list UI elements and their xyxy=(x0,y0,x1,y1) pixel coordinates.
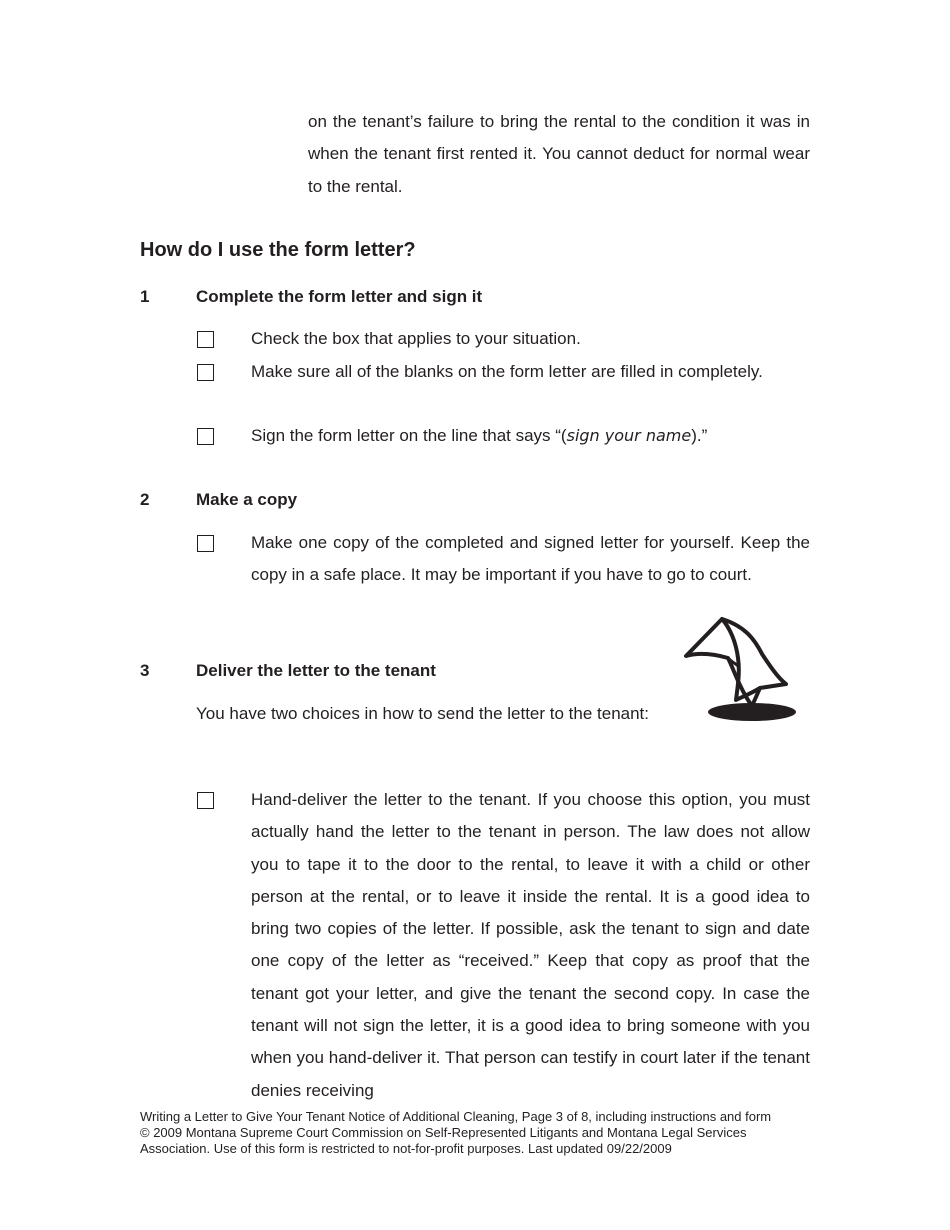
step-3-number: 3 xyxy=(140,661,150,680)
checkbox-icon[interactable] xyxy=(197,535,214,552)
checkbox-icon[interactable] xyxy=(197,364,214,381)
sign-instruction-after: ).” xyxy=(691,426,708,445)
step-1-item-2: Make sure all of the blanks on the form letter are filled in completely. xyxy=(251,362,763,381)
sign-instruction-before: Sign the form letter on the line that says “( xyxy=(251,426,567,445)
checkbox-icon[interactable] xyxy=(197,331,214,348)
checkbox-icon[interactable] xyxy=(197,792,214,809)
step-1-title: Complete the form letter and sign it xyxy=(196,287,483,306)
step-3-item-1: Hand-deliver the letter to the tenant. If you choose this option, you must actually hand the letter to the tenant in person. The law does not allow you to tape it to the door to the rental, to leave it with a child or other person at the rental, or to leave it inside the rental. It is a good idea to bring two copies of the letter. If possible, ask the tenant to sign and date one copy of the letter as “received.” Keep that copy as proof that the tenant got your letter, and give the tenant the second copy. In case the tenant will not sign the letter, it is a good idea to bring someone with you when you hand-deliver it. That person can testify in court later if the tenant denies receiving xyxy=(251,790,810,1100)
section-heading: How do I use the form letter? xyxy=(140,239,416,261)
intro-paragraph: on the tenant’s failure to bring the rental to the condition it was in when the tenant first rented it. You cannot deduct for normal wear to the rental. xyxy=(308,112,810,196)
step-2-title: Make a copy xyxy=(196,490,298,509)
checkbox-icon[interactable] xyxy=(197,428,214,445)
step-2-item-1: Make one copy of the completed and signed letter for yourself. Keep the copy in a safe place. It may be important if you have to go to court. xyxy=(251,533,810,585)
step-1-item-3 xyxy=(251,420,810,452)
step-1-number: 1 xyxy=(140,287,150,306)
letter-delivery-icon xyxy=(682,614,800,726)
step-1-item-1: Check the box that applies to your situation. xyxy=(251,329,581,348)
sign-your-name-emphasis: sign your name xyxy=(566,426,692,445)
footer-copyright: © 2009 Montana Supreme Court Commission on Self-Represented Litigants and Montana Legal Services Association. Use of this form is restricted to not-for-profit purposes. Last updated 09/22/2009 xyxy=(140,1125,747,1156)
delivery-choices-intro: You have two choices in how to send the letter to the tenant: xyxy=(196,704,650,723)
step-3-title: Deliver the letter to the tenant xyxy=(196,661,436,680)
footer-page-info: Writing a Letter to Give Your Tenant Notice of Additional Cleaning, Page 3 of 8, including instructions and form xyxy=(140,1109,772,1124)
step-2-number: 2 xyxy=(140,490,150,509)
page-footer xyxy=(140,1109,810,1157)
